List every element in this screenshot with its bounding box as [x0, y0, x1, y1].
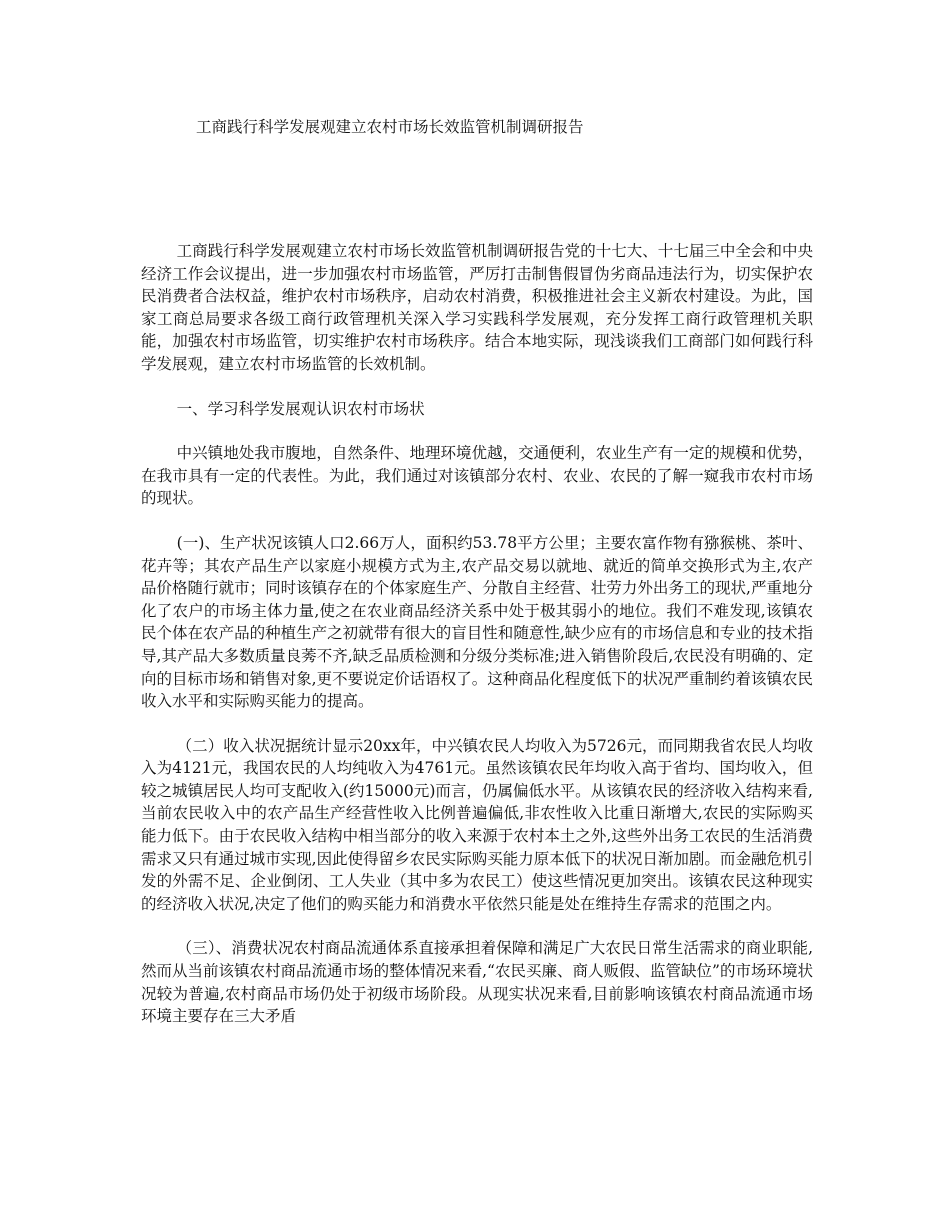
paragraph-income: （二）收入状况据统计显示20xx年，中兴镇农民人均收入为5726元，而同期我省农民人均收入为4121元，我国农民的人均纯收入为4761元。虽然该镇农民年均收入高于省均、国均收入，但较之城镇居民人均可支配收入(约15000元)而言，仍属偏低水平。从该镇农民的经济收入结构来看,当前农民收入中的农产品生产经营性收入比例普遍偏低,非农性收入比重日渐增大,农民的实际购买能力低下。由于农民收入结构中相当部分的收入来源于农村本土之外,这些外出务工农民的生活消费需求又只有通过城市实现,因此使得留乡农民实际购买能力原本低下的状况日渐加剧。而金融危机引发的外需不足、企业倒闭、工人失业（其中多为农民工）使这些情况更加突出。该镇农民这种现实的经济收入状况,决定了他们的购买能力和消费水平依然只能是处在维持生存需求的范围之内。 [141, 736, 813, 913]
document-body [141, 240, 813, 1028]
paragraph-intro: 工商践行科学发展观建立农村市场长效监管机制调研报告党的十七大、十七届三中全会和中央经济工作会议提出，进一步加强农村市场监管，严厉打击制售假冒伪劣商品违法行为，切实保护农民消费者合法权益，维护农村市场秩序，启动农村消费，积极推进社会主义新农村建设。为此，国家工商总局要求各级工商行政管理机关深入学习实践科学发展观，充分发挥工商行政管理机关职能，加强农村市场监管，切实维护农村市场秩序。结合本地实际，现浅谈我们工商部门如何践行科学发展观，建立农村市场监管的长效机制。 [141, 242, 813, 373]
paragraph-consumption: （三）、消费状况农村商品流通体系直接承担着保障和满足广大农民日常生活需求的商业职能,然而从当前该镇农村商品流通市场的整体情况来看,“农民买廉、商人贩假、监管缺位”的市场环境状况较为普遍,农村商品市场仍处于初级市场阶段。从现实状况来看,目前影响该镇农村商品流通市场环境主要存在三大矛盾 [141, 939, 813, 1026]
document-title: 工商践行科学发展观建立农村市场长效监管机制调研报告 [196, 118, 584, 136]
section-heading-1: 一、学习科学发展观认识农村市场状 [176, 399, 425, 418]
paragraph-production: (一)、生产状况该镇人口2.66万人，面积约53.78平方公里；主要农富作物有猕猴桃、茶叶、花卉等；其农产品生产以家庭小规模方式为主,农产品交易以就地、就近的简单交换形式为主,农产品价格随行就市；同时该镇存在的个体家庭生产、分散自主经营、壮劳力外出务工的现状,严重地分化了农户的市场主体力量,使之在农业商品经济关系中处于极其弱小的地位。我们不难发现,该镇农民个体在农产品的种植生产之初就带有很大的盲目性和随意性,缺少应有的市场信息和专业的技术指导,其产品大多数质量良莠不齐,缺乏品质检测和分级分类标准;进入销售阶段后,农民没有明确的、定向的目标市场和销售对象,更不要说定价话语权了。这种商品化程度低下的状况严重制约着该镇农民收入水平和实际购买能力的提高。 [141, 533, 813, 711]
paragraph-zhongxing: 中兴镇地处我市腹地，自然条件、地理环境优越，交通便利，农业生产有一定的规模和优势，在我市具有一定的代表性。为此，我们通过对该镇部分农村、农业、农民的了解一窥我市农村市场的现状。 [141, 444, 813, 508]
